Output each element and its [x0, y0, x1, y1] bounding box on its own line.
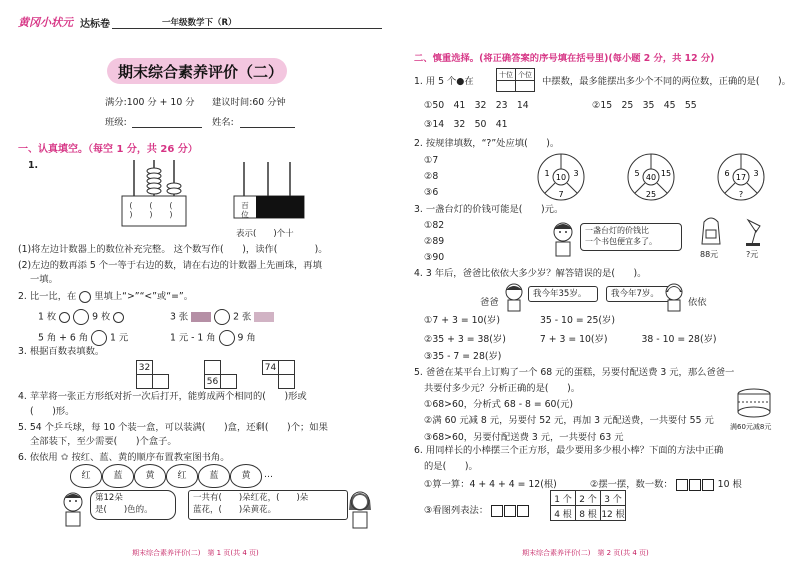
wheel3-left: 6 — [724, 169, 730, 178]
name-field[interactable] — [240, 127, 295, 128]
number-wheel-2 — [626, 152, 686, 202]
number-wheel-3 — [716, 152, 776, 202]
q6-text — [18, 451, 230, 464]
abacus-left-label-2: ( ) — [149, 201, 153, 219]
backpack-price: 88元 — [700, 250, 719, 259]
table-cell: 3 个 — [601, 491, 626, 506]
q4-opt2-c: 38 - 10 = 28(岁) — [641, 334, 717, 345]
cloud-red: 红 — [166, 464, 198, 488]
section-2-heading: 二、慎重选择。(将正确答案的序号填在括号里)(每小题 2 分，共 12 分) — [414, 53, 715, 64]
child-icon — [548, 220, 578, 258]
section-1-heading: 一、认真填空。（每空 1 分，共 26 分） — [18, 144, 198, 155]
name-label: 姓名: — [212, 117, 234, 128]
girl-icon — [344, 488, 376, 532]
boy-icon — [58, 490, 88, 530]
q3-text: 3. 根据百数表填数。 — [18, 346, 105, 357]
grid-cell-blank[interactable] — [279, 375, 295, 389]
q1-number: 1. — [28, 160, 39, 171]
grid-fragment-1 — [136, 360, 169, 389]
dad-icon — [502, 282, 526, 312]
cloud-blue: 蓝 — [198, 464, 230, 488]
wheel3-bottom: ? — [738, 190, 744, 199]
square-icon — [676, 479, 688, 491]
q4-opt1-a: ①7 + 3 = 10(岁) — [424, 315, 500, 326]
r-q5-text-cont: 共要付多少元？分析正确的是( )。 — [424, 383, 581, 394]
q5-text-cont: 全部装下，至少需要( )个盒子。 — [30, 436, 177, 447]
class-field[interactable] — [132, 127, 202, 128]
coin-icon — [113, 312, 124, 323]
yiyi-icon — [662, 282, 686, 312]
brand-logo: 黄冈小状元 — [18, 16, 73, 29]
q2-item-3 — [38, 330, 128, 346]
r-q5-option-1[interactable]: ①68>60，分析式 68 - 8 = 60(元) — [424, 399, 574, 410]
speech-bubble-2 — [188, 490, 348, 520]
q2-suffix: 里填上“>”“<”或“=”。 — [94, 291, 194, 302]
grid-cell: 32 — [137, 361, 153, 375]
r-q3-option-1[interactable]: ①82 — [424, 220, 445, 231]
abacus-right-caption: 表示( )个十 — [236, 229, 294, 239]
abacus-left-label-1: ( ) — [129, 201, 133, 219]
table-cell: 1 个 — [551, 491, 576, 506]
abacus-left — [116, 160, 196, 232]
square-icon — [517, 505, 529, 517]
table-cell: 12 根 — [601, 506, 626, 521]
backpack-icon — [698, 214, 724, 248]
r-q4-option-2[interactable] — [424, 333, 717, 346]
q6-prefix: 6. 依依用 — [18, 452, 58, 463]
square-icon — [689, 479, 701, 491]
r-q3-text: 3. 一盏台灯的价钱可能是( )元。 — [414, 204, 564, 215]
wheel1-left: 1 — [544, 169, 550, 178]
ones-header: 个位 — [516, 69, 535, 81]
bubble2-line1: 一共有( )朵红花，( )朵 — [193, 493, 309, 503]
cloud-blue: 蓝 — [102, 464, 134, 488]
r-q1-option-1[interactable]: ①50 41 32 23 14 — [424, 100, 529, 111]
wheel3-right: 3 — [753, 169, 759, 178]
r-q2-text: 2. 按规律填数，“?”处应填( )。 — [414, 138, 560, 149]
r-q6-text: 6. 用同样长的小棒摆三个正方形，最少要用多少根小棒？下面的方法中正确 — [414, 445, 724, 456]
wheel2-left: 5 — [634, 169, 640, 178]
grade-label: 一年级数学下（R） — [162, 18, 237, 28]
q2-item-2 — [170, 309, 274, 325]
r-q1-prefix: 1. 用 5 个●在 — [414, 76, 474, 87]
q1-part2-cont: 一填。 — [30, 274, 58, 285]
wheel2-bottom: 25 — [645, 190, 657, 199]
wheel1-center: 10 — [555, 173, 567, 182]
answer-circle[interactable] — [219, 330, 235, 346]
ellipsis: … — [264, 470, 273, 480]
girl-speech: 我今年7岁。 — [606, 286, 670, 302]
r-q3-option-3[interactable]: ③90 — [424, 252, 445, 263]
q4-text-cont: ( )形。 — [30, 406, 75, 417]
q6-suffix: 按红、蓝、黄的顺序布置教室图书角。 — [71, 452, 230, 463]
money-sum-label: 5 角 + 6 角 — [38, 332, 89, 344]
grid-cell-blank[interactable] — [137, 375, 153, 389]
page-footer: 期末综合素养评价(二) 第 2 页(共 4 页) — [522, 549, 649, 557]
table-cell: 8 根 — [576, 506, 601, 521]
grid-fragment-2 — [204, 360, 237, 389]
note-2-label: 2 张 — [233, 311, 252, 323]
abacus-right-label: 百 位 — [241, 201, 249, 219]
dad-speech: 我今年35岁。 — [528, 286, 598, 302]
cloud-red: 红 — [70, 464, 102, 488]
grid-cell-blank[interactable] — [205, 361, 221, 375]
cake-icon — [734, 384, 774, 420]
bubble1-line2: 是( )色的。 — [95, 505, 153, 515]
r-q6-option-1[interactable]: ①算一算：4 + 4 + 4 = 12(根) — [424, 479, 557, 490]
coin-icon — [59, 312, 70, 323]
coin-9-label: 9 枚 — [92, 311, 111, 323]
q2-item-1 — [38, 309, 124, 325]
bubble2-line2: 蓝花，( )朵黄花。 — [193, 505, 277, 515]
stick-count-table — [550, 490, 626, 521]
banknote-icon — [254, 312, 274, 322]
r-q1-suffix: 中摆数，最多能摆出多少个不同的两位数，正确的是( )。 — [542, 76, 791, 87]
wheel2-center: 40 — [645, 173, 657, 182]
q4-text: 4. 苹苹将一张正方形纸对折一次后打开，能剪成两个相同的( )形或 — [18, 391, 307, 402]
q6-opt3-text: ③看图列表法： — [424, 505, 489, 516]
r-q2-option-2[interactable]: ②8 — [424, 171, 439, 182]
place-value-table — [496, 68, 535, 92]
speech-bubble-1 — [90, 490, 176, 520]
brand-suffix: 达标卷 — [80, 19, 110, 30]
grid-cell-blank[interactable] — [221, 375, 237, 389]
table-cell: 2 个 — [576, 491, 601, 506]
q5-text: 5. 54 个乒乓球，每 10 个装一盒，可以装满( )盒，还剩( )个；如果 — [18, 422, 328, 433]
banknote-icon — [191, 312, 211, 322]
q2-text — [18, 290, 193, 303]
grid-cell-blank[interactable] — [279, 361, 295, 375]
r-q2-option-1[interactable]: ①7 — [424, 155, 439, 166]
time-info: 建议时间:60 分钟 — [212, 97, 286, 108]
r-q2-option-3[interactable]: ③6 — [424, 187, 439, 198]
q4-opt2-b: 7 + 3 = 10(岁) — [539, 334, 608, 345]
r-q5-text: 5. 爸爸在某平台上订购了一个 68 元的蛋糕，另要付配送费 3 元，那么爸爸一 — [414, 367, 735, 378]
cake-discount: 满60元减8元 — [730, 423, 772, 431]
square-icon — [504, 505, 516, 517]
dad-label: 爸爸 — [480, 297, 499, 308]
flower-icon: ✿ — [60, 452, 69, 463]
abacus-left-label-3: ( ) — [169, 201, 173, 219]
r-q3-option-2[interactable]: ②89 — [424, 236, 445, 247]
score-info: 满分:100 分 + 10 分 — [105, 97, 195, 108]
one-yuan-label: 1 元 — [109, 332, 129, 344]
grid-fragment-3 — [262, 360, 295, 389]
coin-1-label: 1 枚 — [38, 311, 57, 323]
answer-circle[interactable] — [214, 309, 230, 325]
r-q1-option-3[interactable]: ③14 32 50 41 — [424, 119, 508, 130]
answer-circle[interactable] — [73, 309, 89, 325]
note-3-label: 3 张 — [170, 311, 189, 323]
lamp-icon — [742, 216, 768, 248]
cloud-yellow: 黄 — [134, 464, 166, 488]
square-icon — [702, 479, 714, 491]
q2-prefix: 2. 比一比，在 — [18, 291, 77, 302]
page-footer: 期末综合素养评价(二) 第 1 页(共 4 页) — [132, 549, 259, 557]
table-cell: 4 根 — [551, 506, 576, 521]
q6-opt2-text: ②摆一摆，数一数： — [590, 479, 673, 490]
q6-opt2-count: 10 根 — [717, 479, 742, 490]
money-diff-label: 1 元 - 1 角 — [170, 332, 216, 344]
r-q6-text-cont: 的是( )。 — [424, 461, 478, 472]
q1-part1: (1)将左边计数器上的数位补充完整。 这个数写作( )，读作( )。 — [18, 244, 328, 255]
right-page — [400, 0, 800, 569]
class-label: 班级: — [105, 117, 127, 128]
grid-cell: 56 — [205, 375, 221, 389]
circle-icon — [79, 291, 91, 303]
r-q4-option-1[interactable] — [424, 314, 615, 327]
lamp-speech-bubble: 一盏台灯的价钱比 一个书包便宜多了。 — [580, 223, 682, 251]
page-title: 期末综合素养评价（二） — [118, 63, 284, 81]
r-q1-option-2[interactable]: ②15 25 35 45 55 — [592, 100, 697, 111]
wheel1-right: 3 — [573, 169, 579, 178]
nine-jiao-label: 9 角 — [237, 332, 256, 344]
r-q5-option-3[interactable]: ③68>60，另要付配送费 3 元，一共要付 63 元 — [424, 432, 624, 443]
q2-item-4 — [170, 330, 256, 346]
yiyi-label: 依依 — [688, 297, 707, 308]
q1-part2: (2)左边的数再添 5 个一等于右边的数，请在右边的计数器上先画珠，再填 — [18, 260, 322, 271]
grid-cell-blank[interactable] — [153, 375, 169, 389]
cloud-yellow: 黄 — [230, 464, 262, 488]
r-q6-option-3[interactable] — [424, 504, 530, 517]
number-wheel-1 — [536, 152, 596, 202]
wheel3-center: 17 — [735, 173, 747, 182]
square-icon — [491, 505, 503, 517]
q4-opt2-a: ②35 + 3 = 38(岁) — [424, 334, 506, 345]
grid-cell: 74 — [263, 361, 279, 375]
r-q4-text: 4. 3 年后，爸爸比依依大多少岁？解答错误的是( )。 — [414, 268, 647, 279]
wheel2-right: 15 — [660, 169, 672, 178]
q4-opt1-b: 35 - 10 = 25(岁) — [539, 315, 615, 326]
wheel1-bottom: 7 — [558, 190, 564, 199]
header-rule — [112, 28, 382, 29]
tens-header: 十位 — [497, 69, 516, 81]
r-q5-option-2[interactable]: ②满 60 元减 8 元，另要付 52 元，再加 3 元配送费，一共要付 55 元 — [424, 415, 714, 426]
r-q4-option-3[interactable]: ③35 - 7 = 28(岁) — [424, 351, 502, 362]
bubble1-line1: 第12朵 — [95, 493, 123, 503]
answer-circle[interactable] — [91, 330, 107, 346]
lamp-price: ?元 — [746, 250, 759, 259]
